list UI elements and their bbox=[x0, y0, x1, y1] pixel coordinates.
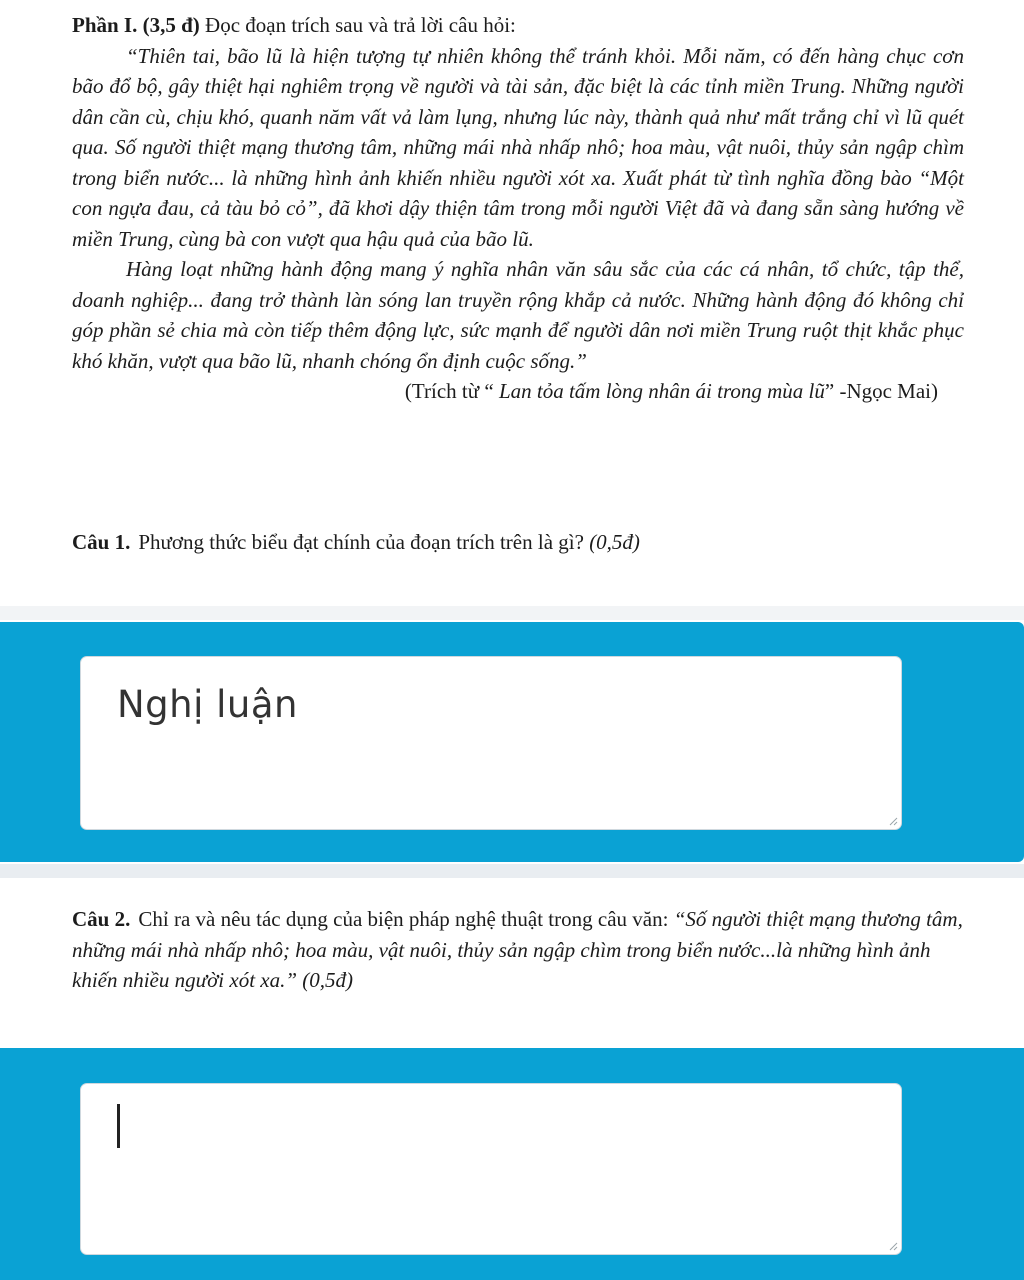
question-2-label: Câu 2. bbox=[72, 907, 131, 931]
passage-paragraph-2: Hàng loạt những hành động mang ý nghĩa nhân văn sâu sắc của các cá nhân, tổ chức, tập thể, doanh nghiệp... đang trở thành làn sóng lan truyền rộng khắp cả nước. Những hành động đó không chỉ góp phần sẻ chia mà còn tiếp thêm động lực, sức mạnh để người dân nơi miền Trung ruột thịt khắc phục khó khăn, vượt qua bão lũ, nhanh chóng ổn định cuộc sống.” bbox=[72, 257, 964, 373]
question-2-quote: “Số người thiệt mạng thương tâm, những mái nhà nhấp nhô; hoa màu, vật nuôi, thủy sản ngập chìm trong biển nước...là những hình ảnh khiến nhiều người xót xa.” bbox=[72, 907, 963, 992]
text-cursor bbox=[117, 1104, 120, 1148]
question-2 bbox=[72, 904, 968, 996]
answer-1-value: Nghị luận bbox=[117, 683, 299, 726]
answer-input-1[interactable] bbox=[80, 656, 902, 830]
source-prefix: (Trích từ “ bbox=[404, 379, 499, 403]
question-2-points: (0,5đ) bbox=[302, 968, 354, 992]
divider bbox=[0, 864, 1024, 878]
passage-source bbox=[72, 376, 964, 407]
question-2-text: Chỉ ra và nêu tác dụng của biện pháp nghệ thuật trong câu văn: bbox=[138, 907, 674, 931]
answer-input-2[interactable] bbox=[80, 1083, 902, 1255]
reading-passage bbox=[72, 10, 964, 407]
source-suffix: ” -Ngọc Mai) bbox=[824, 379, 938, 403]
question-1 bbox=[72, 527, 968, 558]
section-heading-instruction: Đọc đoạn trích sau và trả lời câu hỏi: bbox=[199, 13, 516, 37]
section-heading bbox=[72, 10, 964, 41]
question-1-label: Câu 1. bbox=[72, 530, 131, 554]
question-1-text: Phương thức biểu đạt chính của đoạn trích trên là gì? bbox=[138, 530, 584, 554]
divider bbox=[0, 606, 1024, 620]
question-1-points: (0,5đ) bbox=[589, 530, 640, 554]
source-title: Lan tỏa tấm lòng nhân ái trong mùa lũ bbox=[498, 379, 825, 403]
section-heading-label: Phần I. (3,5 đ) bbox=[72, 13, 200, 37]
resize-grip-icon[interactable] bbox=[888, 1241, 898, 1251]
resize-grip-icon[interactable] bbox=[888, 816, 898, 826]
passage-paragraph-1: “Thiên tai, bão lũ là hiện tượng tự nhiên không thể tránh khỏi. Mỗi năm, có đến hàng chục cơn bão đổ bộ, gây thiệt hại nghiêm trọng về người và tài sản, đặc biệt là các tỉnh miền Trung. Những người dân cần cù, chịu khó, quanh năm vất vả làm lụng, nhưng lúc này, thành quả như mất trắng chỉ vì lũ quét qua. Số người thiệt mạng thương tâm, những mái nhà nhấp nhô; hoa màu, vật nuôi, thủy sản ngập chìm trong biển nước... là những hình ảnh khiến nhiều người xót xa. Xuất phát từ tình nghĩa đồng bào “Một con ngựa đau, cả tàu bỏ cỏ”, đã khơi dậy thiện tâm trong mỗi người Việt đã và đang sẵn sàng hướng về miền Trung, cùng bà con vượt qua hậu quả của bão lũ. bbox=[72, 43, 964, 251]
